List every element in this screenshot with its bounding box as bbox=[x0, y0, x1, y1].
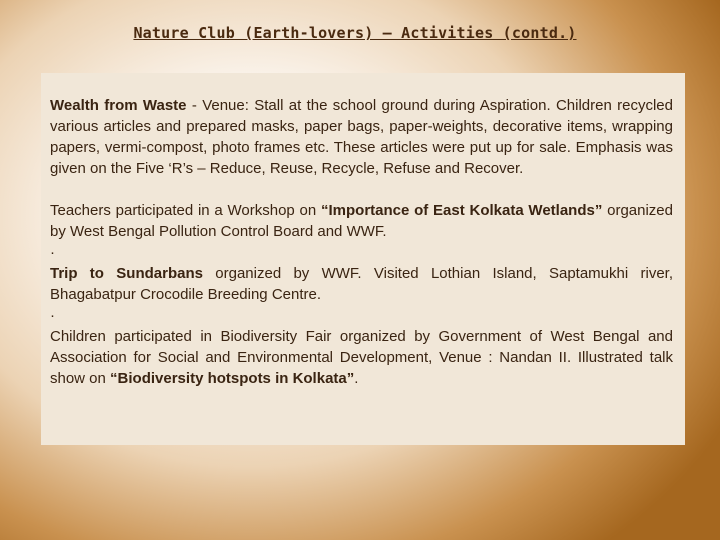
paragraph-wealth-from-waste bbox=[50, 95, 673, 179]
sundarbans-trip-heading: Trip to Sundarbans bbox=[50, 265, 203, 282]
biodiversity-fair-text: Children participated in Biodiversity Fair organized by Government of West Bengal and Association for Social and Environmental Development, Venue : Nandan II. Illustrated talk show on bbox=[50, 328, 673, 387]
paragraph-sundarbans-trip bbox=[50, 263, 673, 305]
workshop-text-post: organized by West Bengal Pollution Control Board and WWF. bbox=[50, 202, 673, 240]
wealth-from-waste-text: - Venue: Stall at the school ground during Aspiration. Children recycled various articles and prepared masks, paper bags, paper-weights, decorative items, wrapping papers, vermi-compost, photo frames etc. These articles were put up for sale. Emphasis was given on the Five ‘R’s – Reduce, Reuse, Recycle, Refuse and Recover. bbox=[50, 97, 673, 177]
biodiversity-fair-text-post: . bbox=[354, 370, 359, 387]
wealth-from-waste-heading: Wealth from Waste bbox=[50, 97, 187, 114]
paragraph-workshop bbox=[50, 200, 673, 242]
workshop-text-pre: Teachers participated in a Workshop on bbox=[50, 202, 321, 219]
workshop-title: “Importance of East Kolkata Wetlands” bbox=[320, 202, 603, 219]
content-box bbox=[41, 73, 685, 445]
sundarbans-trip-text: organized by WWF. Visited Lothian Island, Saptamukhi river, Bhagabatpur Crocodile Breeding Centre. bbox=[50, 265, 674, 303]
paragraph-biodiversity-fair bbox=[50, 326, 673, 389]
slide-title: Nature Club (Earth-lovers) – Activities (contd.) bbox=[133, 24, 577, 42]
biodiversity-talk-title: “Biodiversity hotspots in Kolkata” bbox=[110, 370, 355, 387]
separator-dot: · bbox=[50, 244, 55, 261]
separator-dot: · bbox=[50, 307, 55, 324]
paragraph-gap bbox=[50, 179, 673, 200]
